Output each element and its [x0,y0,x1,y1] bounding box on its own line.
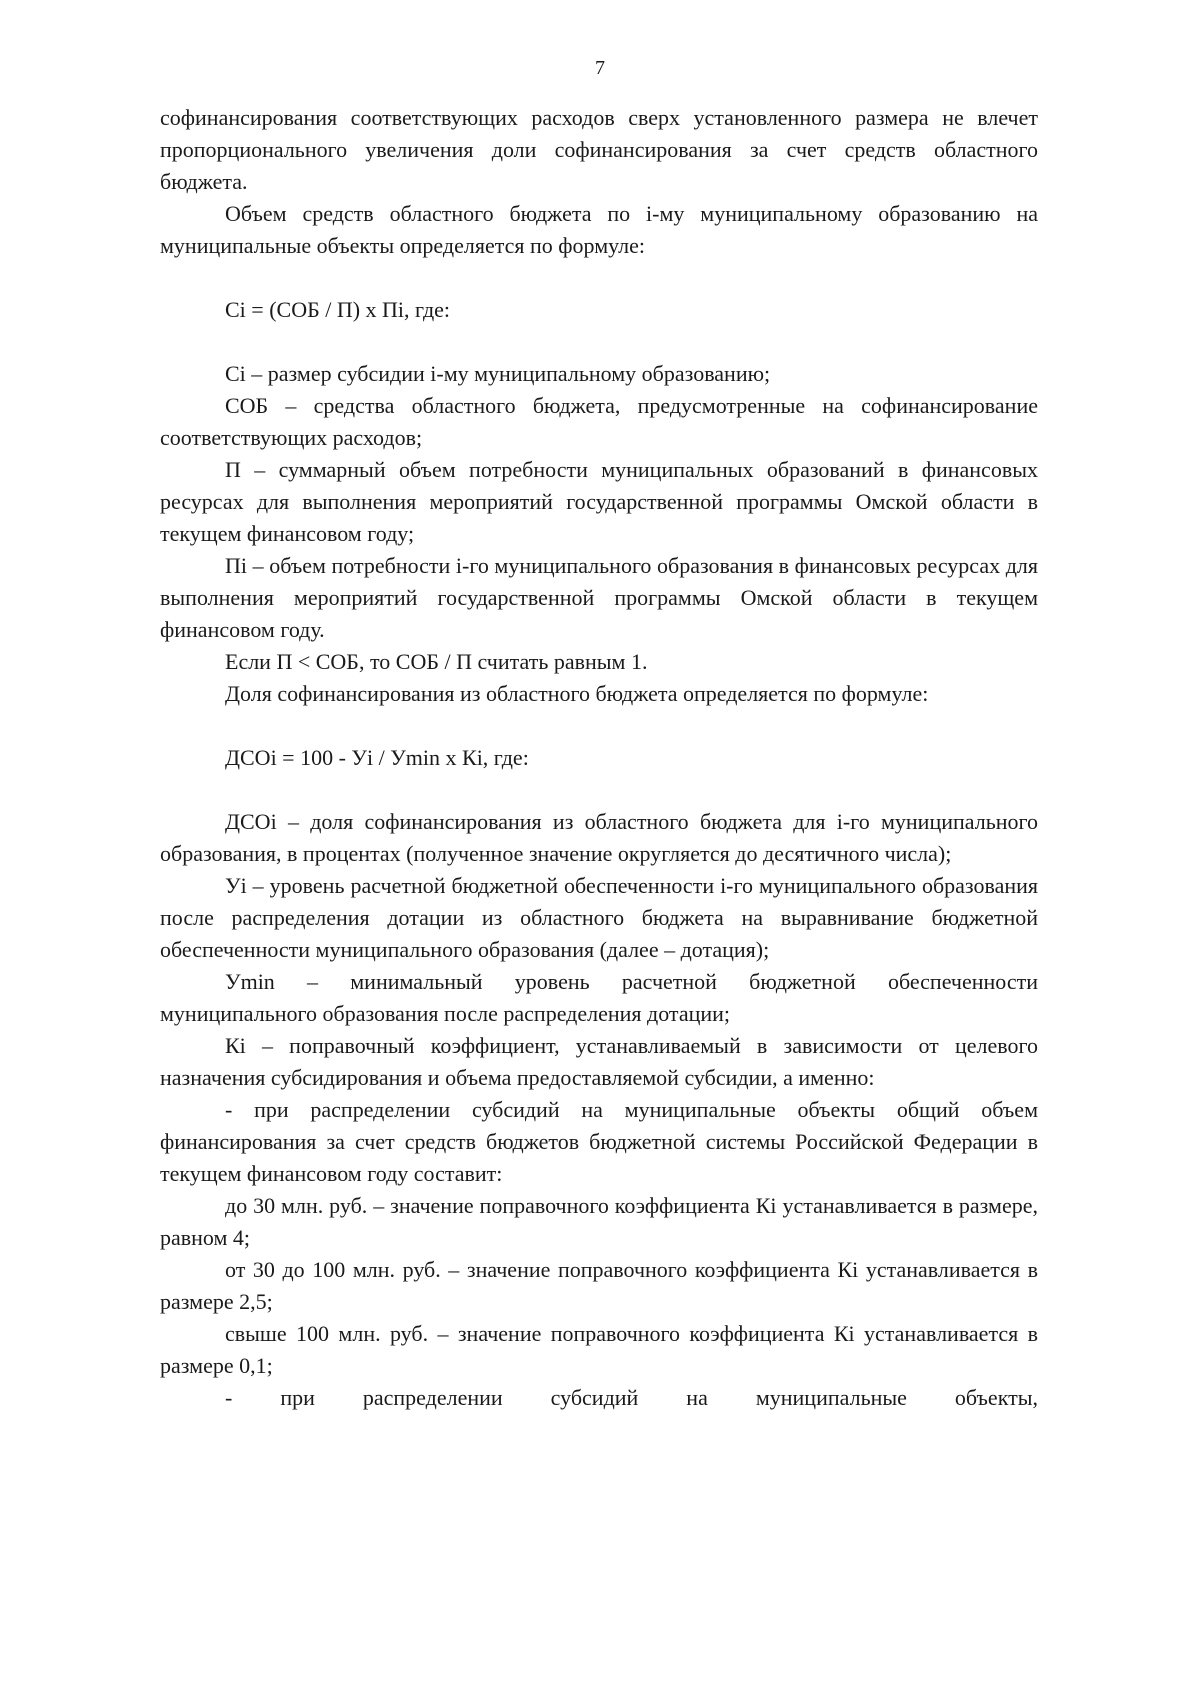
paragraph: - при распределении субсидий на муниципальные объекты, [225,1385,1038,1410]
paragraph: ДСОi – доля софинансирования из областного бюджета для i-го муниципального образования, в процентах (полученное значение округляется до десятичного числа); [160,809,1038,866]
paragraph: Объем средств областного бюджета по i-му муниципальному образованию на муниципальные объекты определяется по формуле: [160,201,1038,258]
paragraph: от 30 до 100 млн. руб. – значение поправочного коэффициента Кi устанавливается в размере 2,5; [160,1257,1038,1314]
paragraph: Если П < СОБ, то СОБ / П считать равным 1. [225,649,648,674]
paragraph: Уi – уровень расчетной бюджетной обеспеченности i-го муниципального образования после распределения дотации из областного бюджета на выравнивание бюджетной обеспеченности муниципального образования (далее – дотация); [160,873,1038,962]
page-number: 7 [595,57,605,79]
paragraph: Уmin – минимальный уровень расчетной бюджетной обеспеченности муниципального образования после распределения дотации; [160,969,1038,1026]
formula-subsidy: Ci = (СОБ / П) х Пi, где: [225,297,451,322]
formula-cofinancing-share: ДСОi = 100 - Уi / Уmin х Кi, где: [225,745,529,770]
paragraph: Ci – размер субсидии i-му муниципальному образованию; [225,361,771,386]
paragraph: Пi – объем потребности i-го муниципального образования в финансовых ресурсах для выполнения мероприятий государственной программы Омской области в текущем финансовом году. [160,553,1038,642]
paragraph: Доля софинансирования из областного бюджета определяется по формуле: [225,681,929,706]
paragraph: свыше 100 млн. руб. – значение поправочного коэффициента Кi устанавливается в размере 0,1; [160,1321,1038,1378]
paragraph: П – суммарный объем потребности муниципальных образований в финансовых ресурсах для выполнения мероприятий государственной программы Омской области в текущем финансовом году; [160,457,1038,546]
paragraph-continuation: софинансирования соответствующих расходов сверх установленного размера не влечет пропорционального увеличения доли софинансирования за счет средств областного бюджета. [160,105,1038,194]
paragraph: до 30 млн. руб. – значение поправочного коэффициента Кi устанавливается в размере, равном 4; [160,1193,1038,1250]
document-body [160,102,1038,1414]
paragraph: - при распределении субсидий на муниципальные объекты общий объем финансирования за счет средств бюджетов бюджетной системы Российской Федерации в текущем финансовом году составит: [160,1097,1038,1186]
paragraph: СОБ – средства областного бюджета, предусмотренные на софинансирование соответствующих расходов; [160,393,1038,450]
paragraph: Кi – поправочный коэффициент, устанавливаемый в зависимости от целевого назначения субсидирования и объема предоставляемой субсидии, а именно: [160,1033,1038,1090]
